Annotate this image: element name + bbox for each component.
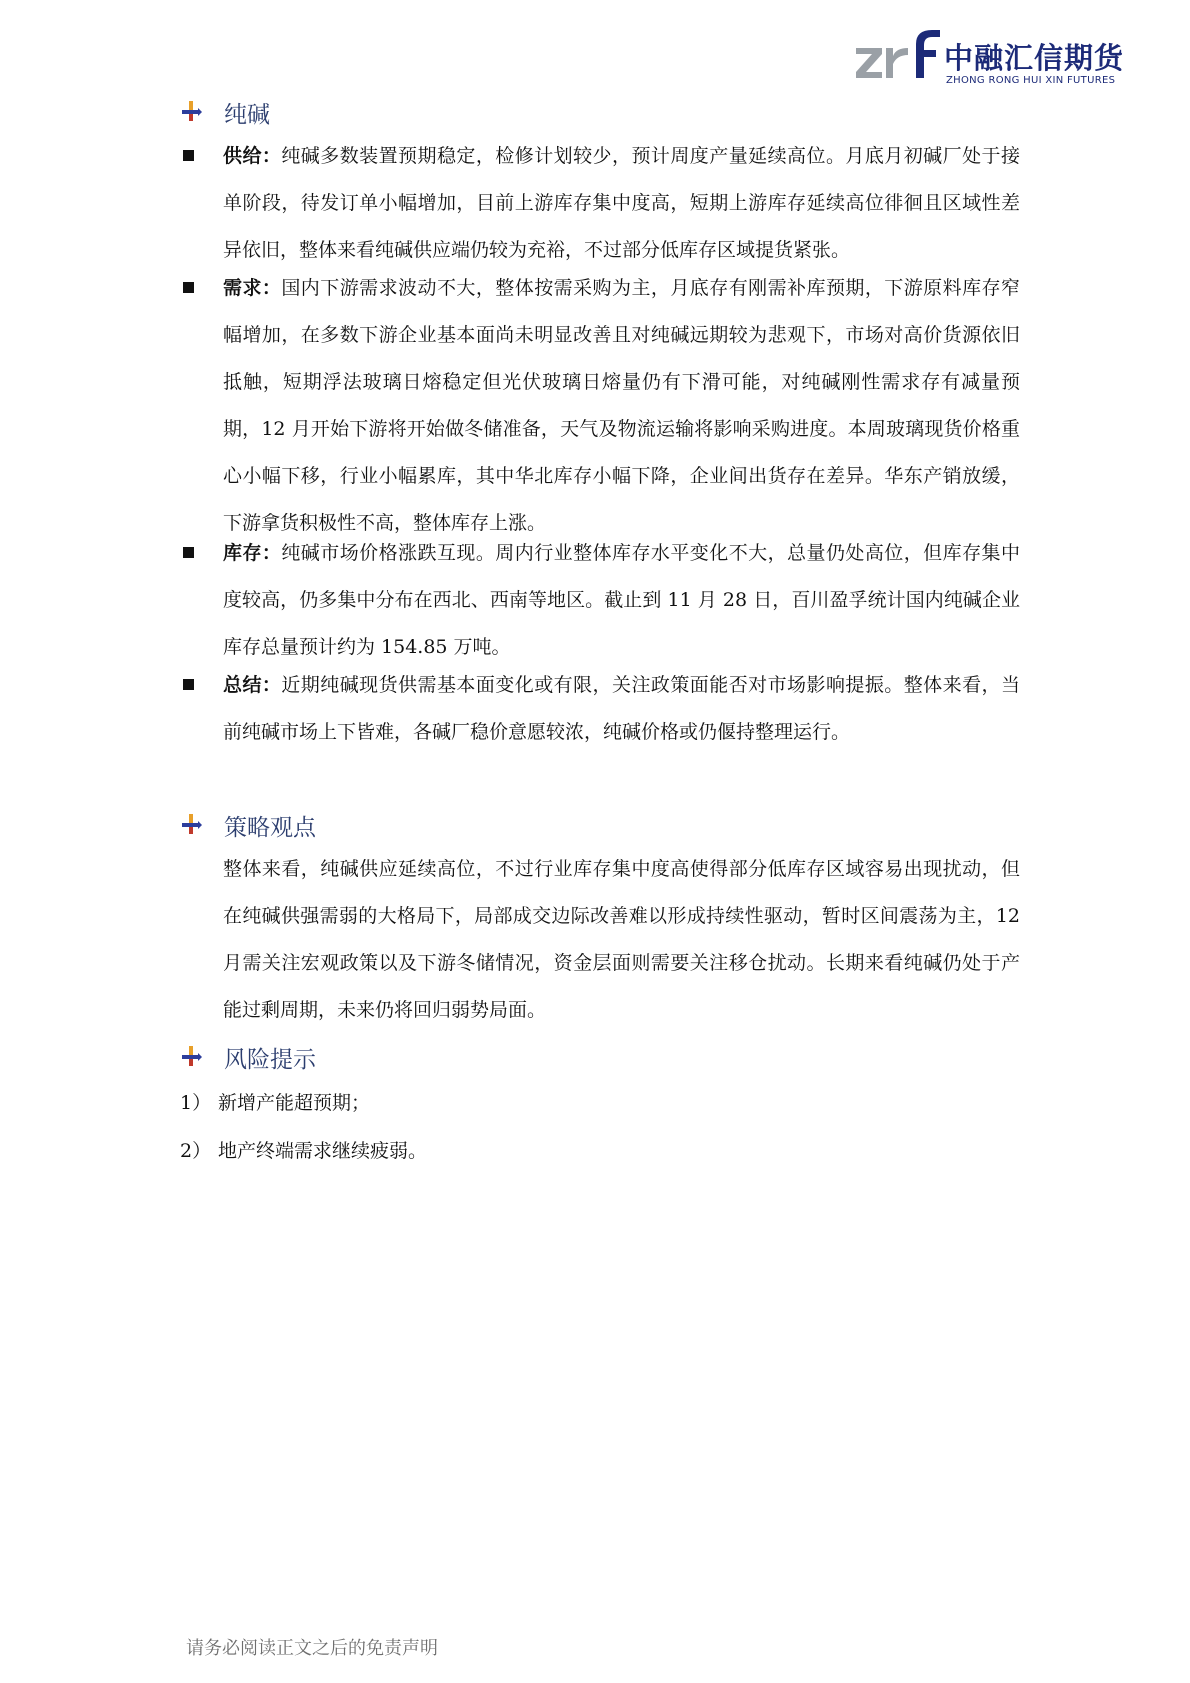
risk-text: 地产终端需求继续疲弱。	[218, 1140, 428, 1162]
bullet-paragraph	[223, 265, 1020, 547]
bullet-paragraph	[223, 133, 1020, 274]
bullet-text: 近期纯碱现货供需基本面变化或有限，关注政策面能否对市场影响提振。整体来看，当前纯碱市场上下皆难，各碱厂稳价意愿较浓，纯碱价格或仍偃持整理运行。	[223, 674, 1020, 743]
footer-disclaimer: 请务必阅读正文之后的免责声明	[186, 1638, 438, 1659]
company-name-cn: 中融汇信期货	[944, 41, 1125, 75]
section-heading-strategy	[180, 808, 316, 842]
section-title: 策略观点	[224, 814, 316, 841]
bullet-text: 纯碱市场价格涨跌互现。周内行业整体库存水平变化不大，总量仍处高位，但库存集中度较高，仍多集中分布在西北、西南等地区。截止到 11 月 28 日，百川盈孚统计国内纯碱企业库存总量预计约为 154.85 万吨。	[223, 542, 1020, 658]
bullet-square-icon	[183, 547, 194, 558]
bullet-label: 供给：	[223, 145, 282, 167]
zrf-logo-mark	[852, 26, 944, 88]
section-marker-icon	[180, 1046, 202, 1068]
bullet-paragraph	[223, 662, 1020, 756]
bullet-text: 纯碱多数装置预期稳定，检修计划较少，预计周度产量延续高位。月底月初碱厂处于接单阶段，待发订单小幅增加，目前上游库存集中度高，短期上游库存延续高位徘徊且区域性差异依旧，整体来看纯碱供应端仍较为充裕，不过部分低库存区域提货紧张。	[223, 145, 1020, 261]
section-title: 纯碱	[224, 101, 270, 128]
bullet-label: 需求：	[223, 277, 282, 299]
bullet-inventory	[180, 530, 1020, 671]
strategy-paragraph: 整体来看，纯碱供应延续高位，不过行业库存集中度高使得部分低库存区域容易出现扰动，但在纯碱供强需弱的大格局下，局部成交边际改善难以形成持续性驱动，暂时区间震荡为主，12 月需关注宏观政策以及下游冬储情况，资金层面则需要关注移仓扰动。长期来看纯碱仍处于产能过剩周期，未来仍将回归弱势局面。	[223, 858, 1020, 1021]
section-heading-soda	[180, 95, 270, 129]
bullet-square-icon	[183, 282, 194, 293]
section-heading-risk	[180, 1040, 316, 1074]
bullet-supply	[180, 133, 1020, 274]
risk-number: 2）	[180, 1140, 212, 1162]
section-marker-icon	[180, 814, 202, 836]
risk-item	[180, 1088, 370, 1118]
company-logo	[852, 26, 1132, 90]
bullet-label: 总结：	[223, 674, 282, 696]
bullet-paragraph	[223, 530, 1020, 671]
section-marker-icon	[180, 101, 202, 123]
risk-text: 新增产能超预期；	[218, 1092, 371, 1114]
section-title: 风险提示	[224, 1046, 316, 1073]
bullet-text: 国内下游需求波动不大，整体按需采购为主，月底存有刚需补库预期，下游原料库存窄幅增加，在多数下游企业基本面尚未明显改善且对纯碱远期较为悲观下，市场对高价货源依旧抵触，短期浮法玻璃日熔稳定但光伏玻璃日熔量仍有下滑可能，对纯碱刚性需求存有减量预期，12 月开始下游将开始做冬储准备，天气及物流运输将影响采购进度。本周玻璃现货价格重心小幅下移，行业小幅累库，其中华北库存小幅下降，企业间出货存在差异。华东产销放缓，下游拿货积极性不高，整体库存上涨。	[223, 277, 1020, 534]
bullet-demand	[180, 265, 1020, 547]
risk-item	[180, 1136, 427, 1166]
company-name-en: ZHONG RONG HUI XIN FUTURES	[946, 75, 1116, 86]
bullet-label: 库存：	[223, 542, 282, 564]
bullet-square-icon	[183, 150, 194, 161]
risk-number: 1）	[180, 1092, 212, 1114]
bullet-summary	[180, 662, 1020, 756]
bullet-square-icon	[183, 679, 194, 690]
